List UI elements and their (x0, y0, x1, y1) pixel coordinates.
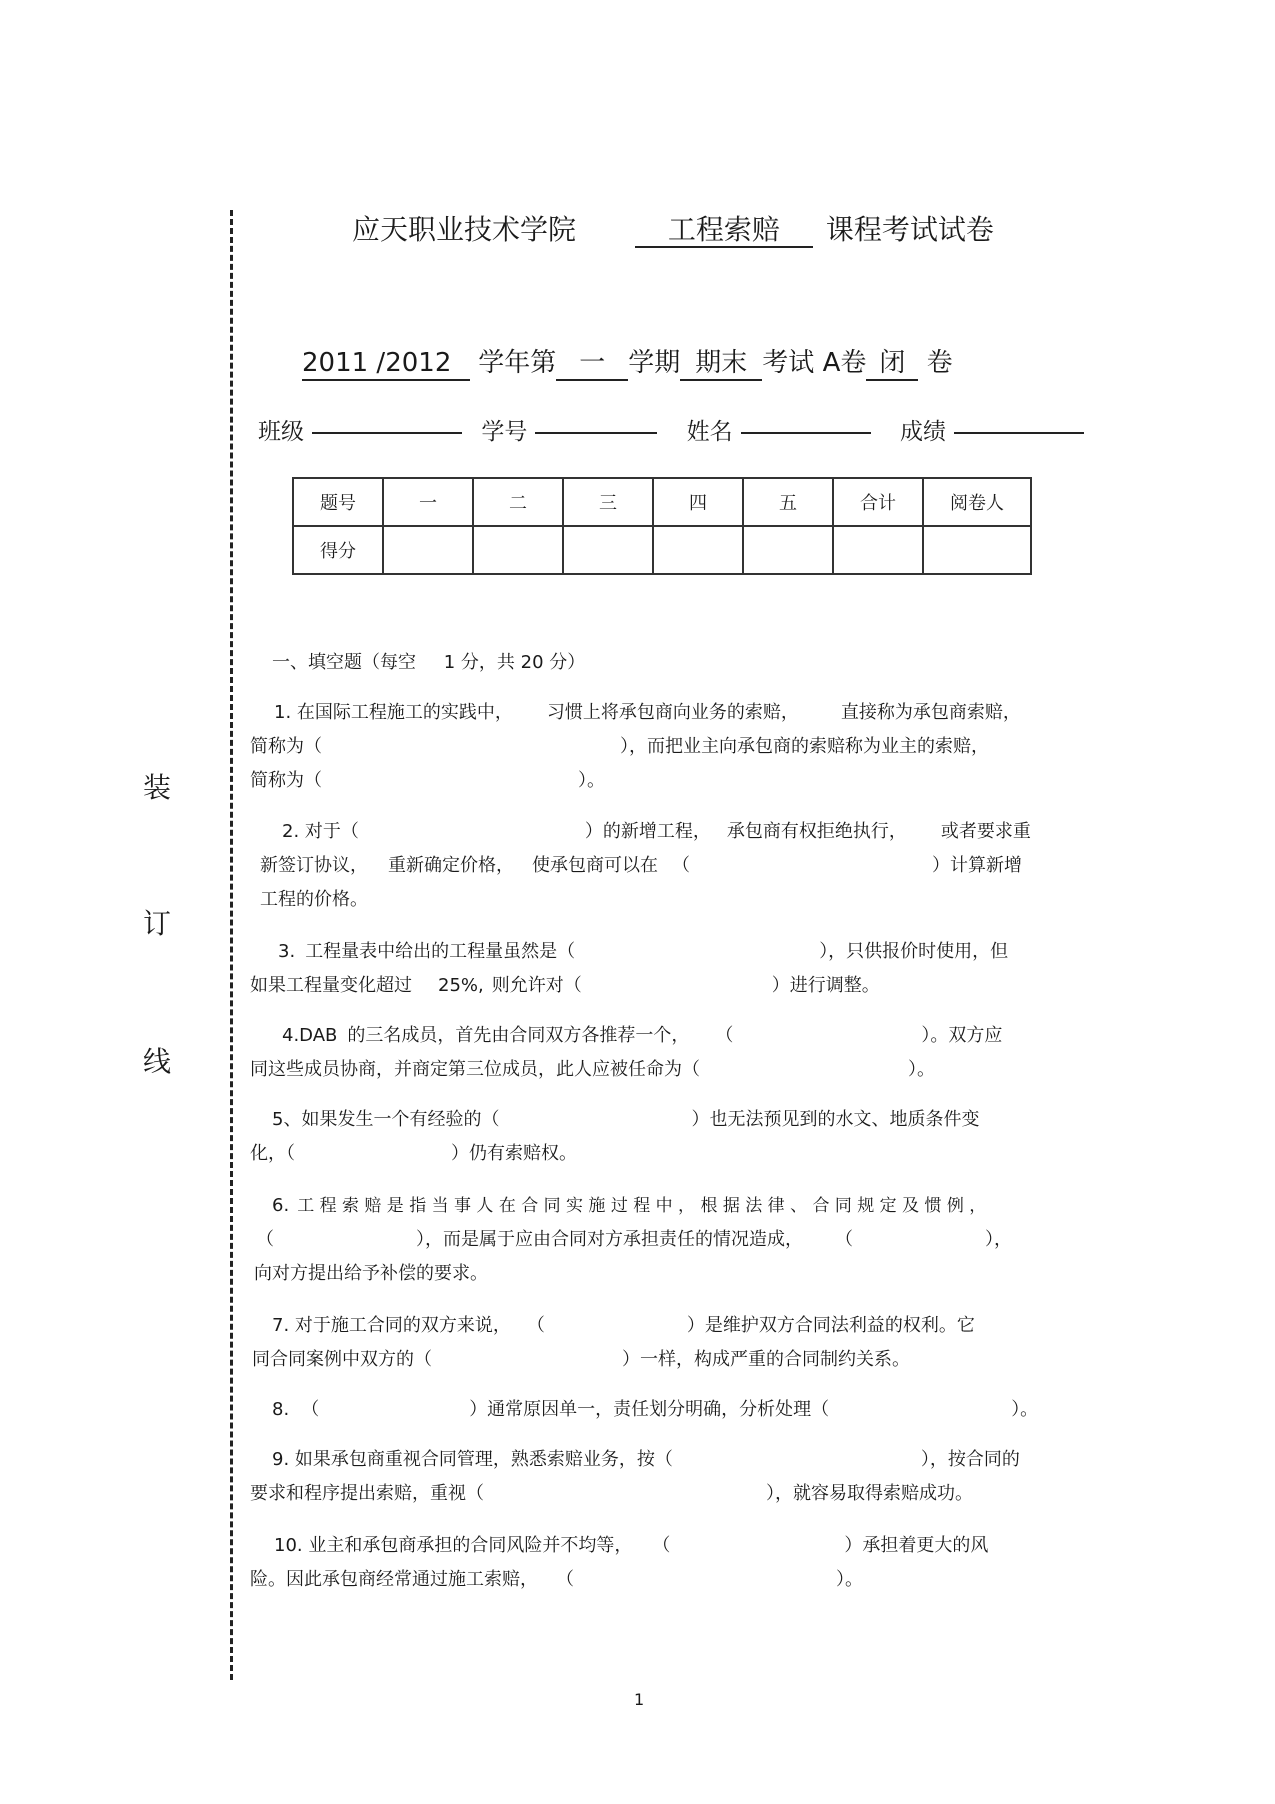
q-text: ）也无法预见到的水文、地质条件变 (691, 1109, 980, 1130)
q-text: 工程量表中给出的工程量虽然是（ (305, 941, 576, 962)
header-cell: 题号 (293, 478, 383, 526)
exam-type: 期末 (680, 349, 762, 381)
q-text: 习惯上将承包商向业务的索赔， (546, 702, 799, 723)
q-text: ）计算新增 (932, 855, 1022, 876)
q-text: ），按合同的 (920, 1449, 1020, 1470)
q-text: 工 程 索 赔 是 指 当 事 人 在 合 同 实 施 过 程 中 ， 根 据 法 律 、 合 同 规 定 及 惯 例 ， (297, 1196, 987, 1216)
q-text: ），只供报价时使用，但 (819, 941, 1009, 962)
q-text: ）。 (1011, 1399, 1039, 1420)
name-label: 姓名 (686, 419, 733, 445)
q-text: 1. 在国际工程施工的实践中， (274, 702, 513, 723)
question-5-line-1 (272, 1103, 979, 1137)
q-text: （ (672, 855, 690, 876)
header-cell: 五 (743, 478, 833, 526)
q-text: 向对方提出给予补偿的要求。 (254, 1263, 488, 1284)
question-2-line-3 (260, 883, 368, 917)
q-text: ）承担着更大的风 (844, 1535, 989, 1556)
kaoshi-label: 考试 (762, 348, 815, 378)
header-cell: 三 (563, 478, 653, 526)
xueqi-label: 学期 (628, 348, 681, 378)
score-cell[interactable] (833, 526, 923, 574)
question-8-line-1 (272, 1393, 1038, 1427)
q-text: 简称为（ (250, 770, 322, 791)
score-row-label: 得分 (293, 526, 383, 574)
question-5-line-2 (250, 1137, 577, 1171)
student-info-line (258, 413, 1092, 446)
q-text: 使承包商可以在 (532, 855, 658, 876)
years-blank (440, 349, 470, 381)
section-heading-text: 一、填空题（每空 (272, 652, 416, 673)
question-2-line-2 (260, 849, 1022, 883)
q-text: 8. (272, 1399, 290, 1420)
header-cell: 四 (653, 478, 743, 526)
header-cell: 合计 (833, 478, 923, 526)
q-text: （ (526, 1315, 545, 1336)
q-text: ）通常原因单一，责任划分明确，分析处理（ (469, 1399, 830, 1420)
q-text: 4.DAB (282, 1025, 338, 1046)
q-text: ），而是属于应由合同对方承担责任的情况造成， (416, 1229, 803, 1250)
score-cell[interactable] (653, 526, 743, 574)
q-text: 5、如果发生一个有经验的（ (272, 1109, 500, 1130)
question-4-line-2 (250, 1053, 935, 1087)
q-text: 或者要求重 (940, 821, 1031, 842)
q-text: 6. (272, 1195, 290, 1216)
q-text: ），就容易取得索赔成功。 (766, 1483, 973, 1504)
question-10-line-2 (250, 1563, 863, 1597)
q-text: ）。双方应 (921, 1025, 1003, 1046)
question-2-line-1 (282, 815, 1031, 849)
question-10-line-1 (274, 1529, 988, 1563)
grade-blank[interactable] (954, 431, 1084, 434)
exam-subheader (302, 342, 953, 381)
q-text: （ (301, 1399, 320, 1420)
binding-char-xian: 线 (143, 1045, 172, 1078)
q-text: （ (256, 1229, 274, 1250)
academic-years: 2011 /2012 (302, 349, 440, 381)
paper-label: A卷 (822, 348, 867, 378)
class-label: 班级 (258, 419, 304, 445)
q-text: （ (835, 1229, 853, 1250)
school-name: 应天职业技术学院 (352, 213, 577, 246)
score-table (292, 477, 1032, 575)
header-cell: 一 (383, 478, 473, 526)
score-table-score-row (293, 526, 1031, 574)
exam-title (352, 208, 994, 248)
q-text: （ (715, 1025, 734, 1046)
score-cell[interactable] (923, 526, 1031, 574)
q-text: 同合同案例中双方的（ (252, 1349, 432, 1370)
question-1-line-3 (250, 764, 605, 798)
q-text: ）。 (578, 770, 605, 791)
q-text: 9. 如果承包商重视合同管理，熟悉索赔业务，按（ (272, 1449, 673, 1470)
score-cell[interactable] (563, 526, 653, 574)
q-text: ）。 (908, 1059, 935, 1080)
question-9-line-1 (272, 1443, 1020, 1477)
score-cell[interactable] (383, 526, 473, 574)
q-text: 10. 业主和承包商承担的合同风险并不均等， (274, 1535, 633, 1556)
question-9-line-2 (250, 1477, 973, 1511)
q-text: 直接称为承包商索赔， (840, 702, 1021, 723)
q-text: 25%, (438, 975, 484, 996)
grade-label: 成绩 (899, 419, 946, 445)
binding-dashed-line (230, 210, 233, 1680)
score-cell[interactable] (743, 526, 833, 574)
q-text: ）仍有索赔权。 (451, 1143, 577, 1164)
q-text: ）的新增工程， (584, 821, 711, 842)
student-id-blank[interactable] (535, 431, 657, 434)
q-text: ），而把业主向承包商的索赔称为业主的索赔， (620, 736, 989, 757)
q-text: （ (652, 1535, 671, 1556)
section-1-heading (272, 648, 585, 674)
title-suffix: 课程考试试卷 (825, 213, 994, 246)
section-points-total: 20 分） (520, 652, 586, 673)
course-name: 工程索赔 (635, 214, 813, 248)
question-4-line-1 (282, 1019, 1002, 1053)
q-text: 简称为（ (250, 736, 322, 757)
juan-label: 卷 (926, 348, 953, 378)
q-text: 重新确定价格， (388, 855, 514, 876)
student-id-label: 学号 (481, 419, 528, 445)
question-6-line-3 (254, 1257, 488, 1291)
q-text: 7. 对于施工合同的双方来说， (272, 1315, 511, 1336)
q-text: 化，（ (250, 1143, 295, 1164)
q-text: ）一样，构成严重的合同制约关系。 (622, 1349, 910, 1370)
q-text: 3. (278, 941, 296, 962)
q-text: ）是维护双方合同法利益的权利。它 (686, 1315, 975, 1336)
header-cell: 阅卷人 (923, 478, 1031, 526)
semester-number: 一 (556, 349, 628, 381)
q-text: 工程的价格。 (260, 889, 368, 910)
q-text: ）进行调整。 (771, 975, 880, 996)
question-1-line-2 (250, 730, 989, 764)
score-table-header-row (293, 478, 1031, 526)
question-3-line-2 (250, 969, 880, 1003)
q-text: 承包商有权拒绝执行， (726, 821, 907, 842)
q-text: 同这些成员协商，并商定第三位成员，此人应被任命为（ (250, 1059, 700, 1080)
question-7-line-2 (252, 1343, 910, 1377)
q-text: 2. 对于（ (282, 821, 359, 842)
question-3-line-1 (278, 935, 1008, 969)
q-text: （ (556, 1569, 574, 1590)
q-text: 的三名成员，首先由合同双方各推荐一个， (347, 1025, 690, 1046)
score-cell[interactable] (473, 526, 563, 574)
q-text: 要求和程序提出索赔，重视（ (250, 1483, 484, 1504)
question-6-line-1 (272, 1189, 986, 1223)
binding-char-zhuang: 装 (143, 771, 172, 804)
section-points-per: 1 分，共 (443, 652, 515, 673)
name-blank[interactable] (741, 431, 871, 434)
q-text: 如果工程量变化超过 (250, 975, 412, 996)
xuenian-label: 学年第 (478, 348, 557, 378)
q-text: ）， (985, 1229, 1012, 1250)
question-7-line-1 (272, 1309, 975, 1343)
header-cell: 二 (473, 478, 563, 526)
binding-char-ding: 订 (143, 907, 172, 940)
q-text: 险。因此承包商经常通过施工索赔， (250, 1569, 538, 1590)
page-number: 1 (634, 1690, 645, 1709)
closed-book: 闭 (866, 349, 918, 381)
q-text: 新签订协议， (260, 855, 368, 876)
q-text: 则允许对（ (491, 975, 582, 996)
question-6-line-2 (256, 1223, 1012, 1257)
question-1-line-1 (274, 696, 1021, 730)
class-blank[interactable] (312, 431, 462, 434)
q-text: ）。 (836, 1569, 863, 1590)
